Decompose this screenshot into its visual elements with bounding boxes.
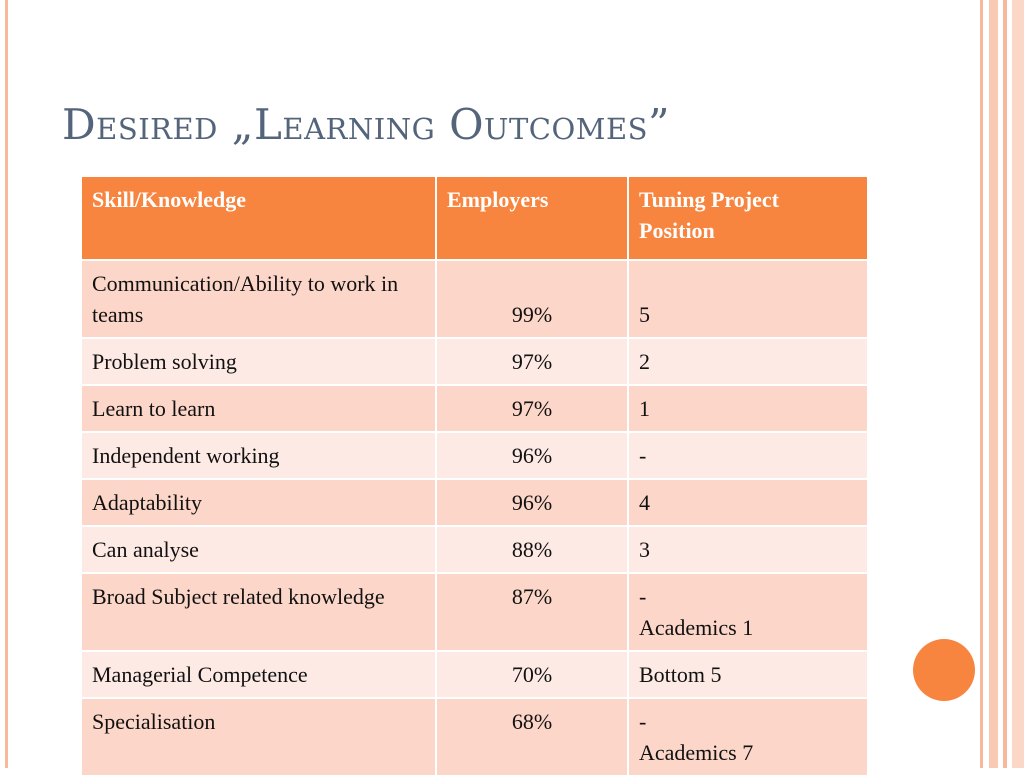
table-header-row — [81, 176, 868, 260]
position-cell: - Academics 7 — [628, 698, 868, 776]
position-cell: - — [628, 432, 868, 479]
employers-cell: 97% — [436, 338, 628, 385]
table-row — [81, 573, 868, 651]
table-row — [81, 385, 868, 432]
slide-title: Desired „Learning Outcomes” — [62, 100, 670, 149]
table-row — [81, 651, 868, 698]
table-row — [81, 479, 868, 526]
employers-cell: 96% — [436, 479, 628, 526]
employers-cell: 96% — [436, 432, 628, 479]
skill-cell: Adaptability — [81, 479, 436, 526]
employers-cell: 99% — [436, 260, 628, 338]
skill-cell: Learn to learn — [81, 385, 436, 432]
skill-cell: Independent working — [81, 432, 436, 479]
employers-cell: 97% — [436, 385, 628, 432]
employers-cell: 68% — [436, 698, 628, 776]
skill-cell: Managerial Competence — [81, 651, 436, 698]
position-cell: 2 — [628, 338, 868, 385]
learning-outcomes-table — [80, 175, 869, 777]
employers-cell: 87% — [436, 573, 628, 651]
decorative-circle — [913, 639, 975, 701]
skill-cell: Broad Subject related knowledge — [81, 573, 436, 651]
right-border-stripes — [976, 0, 1024, 768]
table-row — [81, 698, 868, 776]
position-cell: 1 — [628, 385, 868, 432]
table-row — [81, 260, 868, 338]
position-cell: - Academics 1 — [628, 573, 868, 651]
header-position: Tuning Project Position — [628, 176, 868, 260]
skill-cell: Problem solving — [81, 338, 436, 385]
skill-cell: Can analyse — [81, 526, 436, 573]
skill-cell: Communication/Ability to work in teams — [81, 260, 436, 338]
table-row — [81, 338, 868, 385]
position-cell: 3 — [628, 526, 868, 573]
position-cell: Bottom 5 — [628, 651, 868, 698]
skill-cell: Specialisation — [81, 698, 436, 776]
position-cell: 5 — [628, 260, 868, 338]
employers-cell: 70% — [436, 651, 628, 698]
left-border-stripe — [5, 0, 8, 768]
table-row — [81, 432, 868, 479]
header-skill: Skill/Knowledge — [81, 176, 436, 260]
header-employers: Employers — [436, 176, 628, 260]
position-cell: 4 — [628, 479, 868, 526]
table-row — [81, 526, 868, 573]
employers-cell: 88% — [436, 526, 628, 573]
